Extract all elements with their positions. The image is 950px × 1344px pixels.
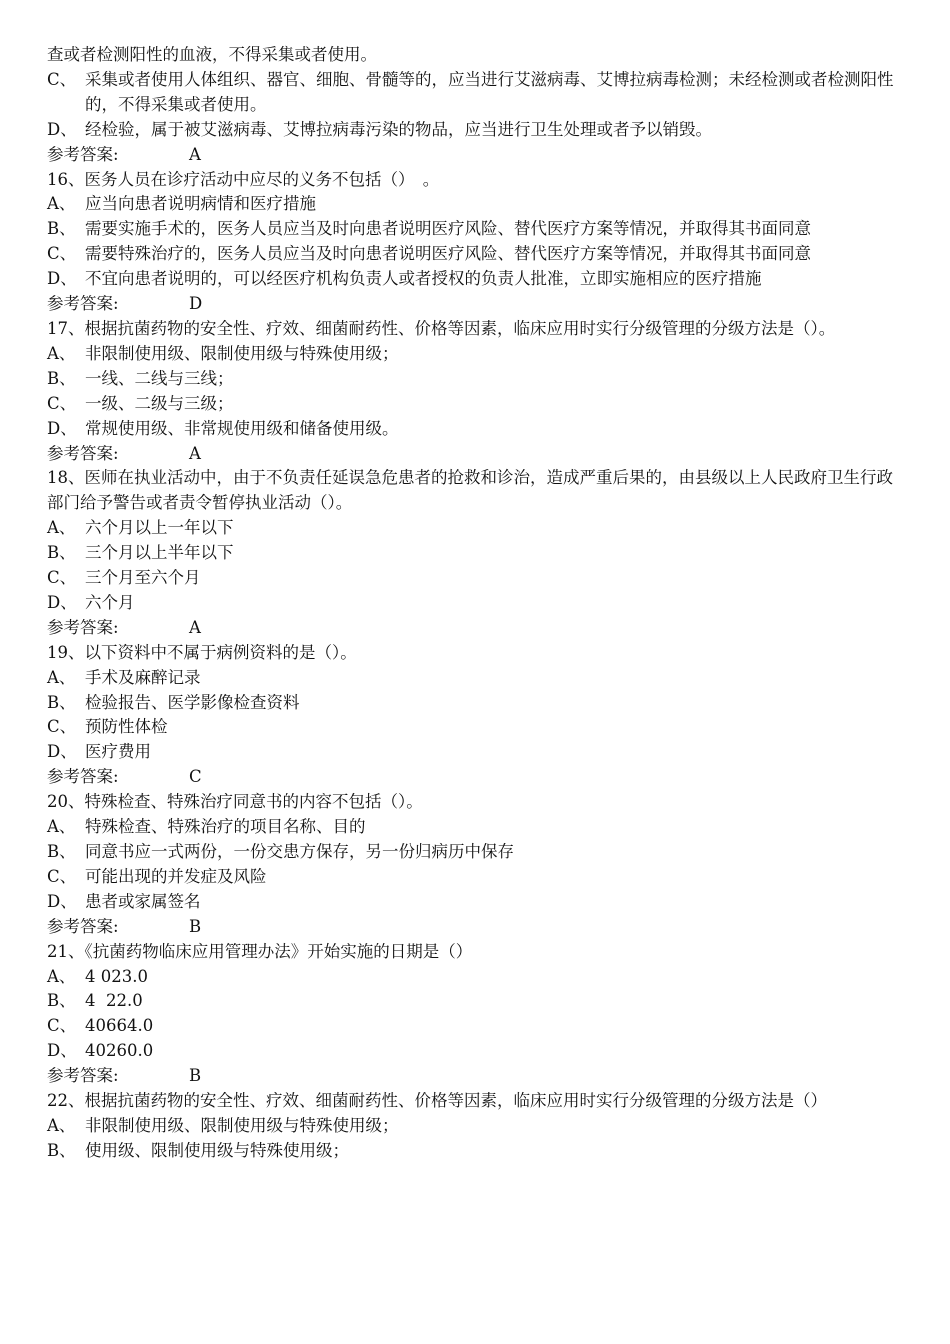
continued-question xyxy=(47,43,909,168)
question-list xyxy=(47,168,909,1164)
option-row xyxy=(47,192,909,217)
question-block xyxy=(47,940,909,1089)
option-letter: C、 xyxy=(47,568,77,588)
option-row xyxy=(47,815,909,840)
option-row xyxy=(47,516,909,541)
option-row xyxy=(47,367,909,392)
option-text: 六个月以上一年以下 xyxy=(85,518,234,538)
option-letter: D、 xyxy=(47,119,77,139)
question-stem: 22、根据抗菌药物的安全性、疗效、细菌耐药性、价格等因素，临床应用时实行分级管理的分级方法是（） xyxy=(47,1091,827,1111)
question-stem: 19、以下资料中不属于病例资料的是（）。 xyxy=(47,642,357,662)
option-text: 预防性体检 xyxy=(85,717,168,737)
question-stem: 17、根据抗菌药物的安全性、疗效、细菌耐药性、价格等因素，临床应用时实行分级管理的分级方法是（）。 xyxy=(47,318,836,338)
option-text: 非限制使用级、限制使用级与特殊使用级； xyxy=(85,343,399,363)
option-letter: C、 xyxy=(47,866,77,886)
option-letter: A、 xyxy=(47,518,76,538)
question-stem: 21、《抗菌药物临床应用管理办法》开始实施的日期是（） xyxy=(47,941,473,961)
question-stem: 16、医务人员在诊疗活动中应尽的义务不包括（） 。 xyxy=(47,169,440,189)
option-text: 需要特殊治疗的，医务人员应当及时向患者说明医疗风险、替代医疗方案等情况，并取得其书面同意 xyxy=(85,244,811,264)
option-c xyxy=(47,68,909,118)
option-letter: D、 xyxy=(47,742,77,762)
option-text: 同意书应一式两份，一份交患方保存，另一份归病历中保存 xyxy=(85,842,514,861)
option-row xyxy=(47,840,909,865)
option-letter: C、 xyxy=(47,69,77,89)
question-text-continuation: 查或者检测阳性的血液，不得采集或者使用。 xyxy=(47,45,377,64)
answer-label: 参考答案: xyxy=(47,767,119,787)
option-text: 一线、二线与三线； xyxy=(85,368,234,388)
reference-answer xyxy=(47,1064,909,1089)
answer-value: C xyxy=(189,767,202,787)
option-text: 检验报告、医学影像检查资料 xyxy=(85,692,300,712)
option-text: 采集或者使用人体组织、器官、细胞、骨髓等的，应当进行艾滋病毒、艾博拉病毒检测；未经检测或者检测阳性的，不得采集或者使用。 xyxy=(85,69,894,114)
reference-answer xyxy=(47,292,909,317)
option-text: 三个月至六个月 xyxy=(85,568,201,588)
option-row xyxy=(47,865,909,890)
option-text: 应当向患者说明病情和医疗措施 xyxy=(85,194,316,214)
option-letter: B、 xyxy=(47,368,76,388)
answer-label: 参考答案: xyxy=(47,617,119,637)
option-letter: D、 xyxy=(47,1041,77,1061)
option-letter: C、 xyxy=(47,393,77,413)
option-row xyxy=(47,217,909,242)
reference-answer xyxy=(47,442,909,467)
option-row xyxy=(47,666,909,691)
option-row xyxy=(47,989,909,1014)
option-letter: B、 xyxy=(47,842,76,861)
answer-value: A xyxy=(189,617,201,637)
option-row xyxy=(47,740,909,765)
option-letter: B、 xyxy=(47,991,76,1011)
option-text: 不宜向患者说明的，可以经医疗机构负责人或者授权的负责人批准，立即实施相应的医疗措施 xyxy=(85,269,762,289)
answer-value: D xyxy=(189,294,203,314)
document-page xyxy=(47,43,909,1164)
reference-answer xyxy=(47,616,909,641)
option-text: 4 22.0 xyxy=(85,991,143,1011)
option-text: 非限制使用级、限制使用级与特殊使用级； xyxy=(85,1115,399,1135)
option-text: 特殊检查、特殊治疗的项目名称、目的 xyxy=(85,817,366,837)
option-row xyxy=(47,1114,909,1139)
option-text: 常规使用级、非常规使用级和储备使用级。 xyxy=(85,418,399,438)
option-letter: C、 xyxy=(47,717,77,737)
option-letter: A、 xyxy=(47,1115,76,1135)
answer-label: 参考答案: xyxy=(47,294,119,314)
option-row xyxy=(47,267,909,292)
reference-answer xyxy=(47,143,909,168)
option-row xyxy=(47,890,909,915)
option-text: 40664.0 xyxy=(85,1016,154,1036)
answer-label: 参考答案: xyxy=(47,916,119,936)
option-text: 40260.0 xyxy=(85,1041,154,1061)
option-d xyxy=(47,118,909,143)
question-block xyxy=(47,466,909,640)
answer-value: B xyxy=(189,1066,202,1086)
option-letter: B、 xyxy=(47,1140,76,1160)
option-row xyxy=(47,541,909,566)
option-letter: A、 xyxy=(47,194,76,214)
answer-label: 参考答案: xyxy=(47,1066,119,1086)
answer-label: 参考答案: xyxy=(47,144,119,164)
option-letter: A、 xyxy=(47,343,76,363)
option-text: 需要实施手术的，医务人员应当及时向患者说明医疗风险、替代医疗方案等情况，并取得其书面同意 xyxy=(85,219,811,239)
question-block xyxy=(47,1089,909,1164)
option-row xyxy=(47,1014,909,1039)
option-row xyxy=(47,566,909,591)
question-stem: 20、特殊检查、特殊治疗同意书的内容不包括（）。 xyxy=(47,792,423,812)
question-block xyxy=(47,641,909,790)
option-letter: B、 xyxy=(47,219,76,239)
option-text: 可能出现的并发症及风险 xyxy=(85,866,267,886)
option-text: 手术及麻醉记录 xyxy=(85,667,201,687)
option-text: 六个月 xyxy=(85,592,135,612)
option-letter: B、 xyxy=(47,543,76,563)
option-text: 患者或家属签名 xyxy=(85,891,201,911)
option-letter: B、 xyxy=(47,692,76,712)
option-letter: D、 xyxy=(47,269,77,289)
option-row xyxy=(47,965,909,990)
option-text: 医疗费用 xyxy=(85,742,151,762)
option-text: 一级、二级与三级； xyxy=(85,393,234,413)
reference-answer xyxy=(47,765,909,790)
option-row xyxy=(47,1139,909,1164)
option-row xyxy=(47,392,909,417)
option-letter: C、 xyxy=(47,1016,77,1036)
question-stem: 18、医师在执业活动中，由于不负责任延误急危患者的抢救和诊治，造成严重后果的，由县级以上人民政府卫生行政部门给予警告或者责令暂停执业活动（）。 xyxy=(47,468,893,513)
option-row xyxy=(47,691,909,716)
option-letter: C、 xyxy=(47,244,77,264)
question-block xyxy=(47,317,909,466)
answer-value: B xyxy=(189,916,202,936)
question-block xyxy=(47,790,909,939)
question-block xyxy=(47,168,909,317)
option-letter: A、 xyxy=(47,966,76,986)
option-text: 经检验，属于被艾滋病毒、艾博拉病毒污染的物品，应当进行卫生处理或者予以销毁。 xyxy=(85,119,712,139)
answer-value: A xyxy=(189,443,201,463)
option-row xyxy=(47,417,909,442)
option-text: 4 023.0 xyxy=(85,966,148,986)
option-text: 三个月以上半年以下 xyxy=(85,543,234,563)
option-letter: A、 xyxy=(47,817,76,837)
reference-answer xyxy=(47,915,909,940)
option-row xyxy=(47,342,909,367)
option-row xyxy=(47,1039,909,1064)
option-letter: A、 xyxy=(47,667,76,687)
answer-value: A xyxy=(189,144,201,164)
option-row xyxy=(47,715,909,740)
option-letter: D、 xyxy=(47,592,77,612)
option-text: 使用级、限制使用级与特殊使用级； xyxy=(85,1140,349,1160)
option-letter: D、 xyxy=(47,418,77,438)
answer-label: 参考答案: xyxy=(47,443,119,463)
option-row xyxy=(47,242,909,267)
option-letter: D、 xyxy=(47,891,77,911)
option-row xyxy=(47,591,909,616)
